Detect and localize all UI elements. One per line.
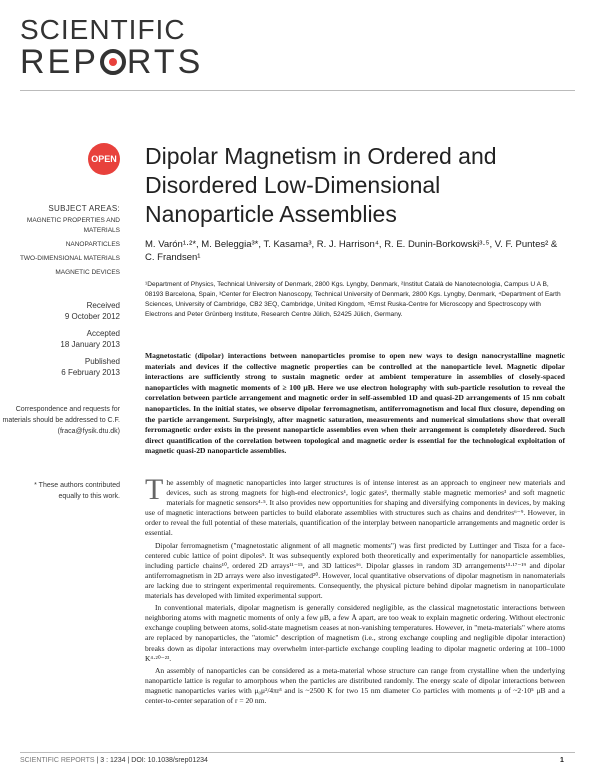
- open-access-badge: OPEN: [88, 143, 120, 175]
- journal-logo-line2: [20, 45, 203, 79]
- body-paragraph: In conventional materials, dipolar magnetism is generally considered negligible, as the classical magnetostatic interactions between neighboring atoms with magnetic moments of only a few μB, a few Å apart, are too weak to explain magnetic ordering. Without electronic exchange coupling between atoms, solid-state magnetism ceases at non-vanishing temperatures. However, in "meta-materials" where atoms are replaced by nanoparticles, the "atomic" description of magnetism (i.e., strong exchange coupling and negligible dipolar interaction) breaks down as dipolar interactions may overwhelm inter-particle exchange coupling leading to dipolar magnetic ordering at 100–1000 K⁴·²⁰⁻²³.: [145, 603, 565, 663]
- header-divider: [20, 90, 575, 91]
- received-date: 9 October 2012: [64, 312, 120, 321]
- equal-contribution-note: * These authors contributed equally to this work.: [34, 482, 120, 500]
- body-paragraph: Dipolar ferromagnetism ("magnetostatic alignment of all magnetic moments") was first predicted by Luttinger and Tisza for a face-centered cubic lattice of point dipoles⁵. It was subsequently explored both theoretically and experimentally for nanoparticle assemblies, including particle chains¹⁰, ordered 2D arrays¹¹⁻¹⁵, and 3D lattices¹⁶. Dipolar glasses in random 3D arrangements¹³·¹⁷⁻¹⁹ and dipolar antiferromagnetism in 2D arrays were also investigated²⁰. However, local quantitative observations of dipolar magnetism in nanomaterials are lacking due to stringent experimental requirements. Consequently, the physical picture behind dipolar magnetism in nanoparticulate materials has developed with limited experimental support.: [145, 540, 565, 601]
- subject-list: [20, 216, 120, 282]
- accepted-date: 18 January 2013: [60, 340, 120, 349]
- subject-item[interactable]: NANOPARTICLES: [65, 241, 120, 248]
- body-paragraph: The assembly of magnetic nanoparticles into larger structures is of intense interest as an approach to engineer new materials and devices, such as strong magnets for high-end electronics¹, logic gates², thermally stable magnetic memories³ and soft magnetic materials for magnetic sensors⁴·⁵. It also provides new opportunities for shaping and diversifying components in devices, by making use of magnetic interactions between particles to build elaborate assemblies with structures such as chains and dendrites⁶⁻⁹. However, in order to reveal the full potential of these materials, quantification of the interplay between nanoparticle arrangements and magnetic order is essential.: [145, 473, 565, 538]
- journal-logo-line1: SCIENTIFIC: [20, 14, 186, 45]
- article-dates: [60, 300, 120, 384]
- article-body: [145, 473, 565, 708]
- subject-item[interactable]: MAGNETIC DEVICES: [55, 269, 120, 276]
- received-label: Received: [86, 301, 120, 310]
- footer-doi: | 3 : 1234 | DOI: 10.1038/srep01234: [94, 757, 208, 764]
- abstract: Magnetostatic (dipolar) interactions between nanoparticles promise to open new ways to design nanocrystalline magnetic materials and devices if the collective magnetic properties can be controlled at the nanoparticle level. Magnetic dipolar interactions are sufficiently strong to sustain magnetic order at ambient temperature in assemblies of closely-spaced nanoparticles with magnetic moments of ≥ 100 μB. Here we use electron holography with sub-particle resolution to reveal the correlation between particle arrangement and magnetic order in self-assembled 1D and quasi-2D arrangements of 15 nm cobalt nanoparticles. In the initial states, we observe dipolar ferromagnetism, antiferromagnetism and local flux closure, depending on the particle arrangement. Surprisingly, after magnetic saturation, measurements and numerical simulations show that overall ferromagnetic order exists in the present nanoparticle assemblies even when their arrangement is completely disordered. Such direct quantification of the correlation between topological and magnetic order is essential for the technological exploitation of magnetic quasi-2D nanoparticle assemblies.: [145, 351, 565, 456]
- correspondence-note: Correspondence and requests for materials should be addressed to C.F. (fraca@fysik.dtu.dk): [2, 406, 120, 435]
- footer-citation: [20, 757, 208, 764]
- drop-cap: T: [145, 473, 164, 506]
- published-label: Published: [84, 357, 120, 366]
- article-title: Dipolar Magnetism in Ordered and Disordered Low-Dimensional Nanoparticle Assemblies: [145, 143, 497, 227]
- subject-areas-heading: SUBJECT AREAS:: [48, 204, 120, 213]
- subject-item[interactable]: MAGNETIC PROPERTIES AND MATERIALS: [26, 217, 120, 234]
- body-paragraph: An assembly of nanoparticles can be considered as a meta-material whose structure can range from crystalline when the underlying nanoparticle lattice is regular to amorphous when the particles are distributed randomly. The energy scale of dipolar interactions between magnetic nanoparticles varies with μ₀μ²/4πr³ and is ~2500 K for two 15 nm diameter Co particles with moments μ of ~2·10⁵ μB and a center-to-center separation of r = 20 nm.: [145, 665, 565, 705]
- published-date: 6 February 2013: [61, 368, 120, 377]
- subject-item[interactable]: TWO-DIMENSIONAL MATERIALS: [19, 255, 120, 262]
- logo-text-a: REP: [20, 43, 99, 81]
- logo-text-b: RTS: [126, 43, 204, 81]
- footer-journal: SCIENTIFIC REPORTS: [20, 757, 95, 764]
- logo-o-icon: [100, 49, 126, 75]
- footer-divider: [20, 752, 575, 753]
- author-list: M. Varón¹·²*, M. Beleggia³*, T. Kasama³, R. J. Harrison⁴, R. E. Dunin-Borkowski³·⁵, V. F. Puntes² & C. Frandsen¹: [145, 239, 558, 263]
- affiliations: ¹Department of Physics, Technical University of Denmark, 2800 Kgs. Lyngby, Denmark, ²Institut Català de Nanotecnologia, Campus U A B, 08193 Barcelona, Spain, ³Center for Electron Nanoscopy, Technical University of Denmark, 2800 Kgs. Lyngby, Denmark, ⁴Department of Earth Sciences, University of Cambridge, CB2 3EQ, Cambridge, United Kingdom, ⁵Ernst Ruska-Centre for Microscopy and Spectroscopy with Electrons and Peter Grünberg Institute, Research Centre Jülich, 52425 Jülich, Germany.: [145, 281, 561, 318]
- accepted-label: Accepted: [86, 329, 120, 338]
- page-number: 1: [560, 757, 564, 764]
